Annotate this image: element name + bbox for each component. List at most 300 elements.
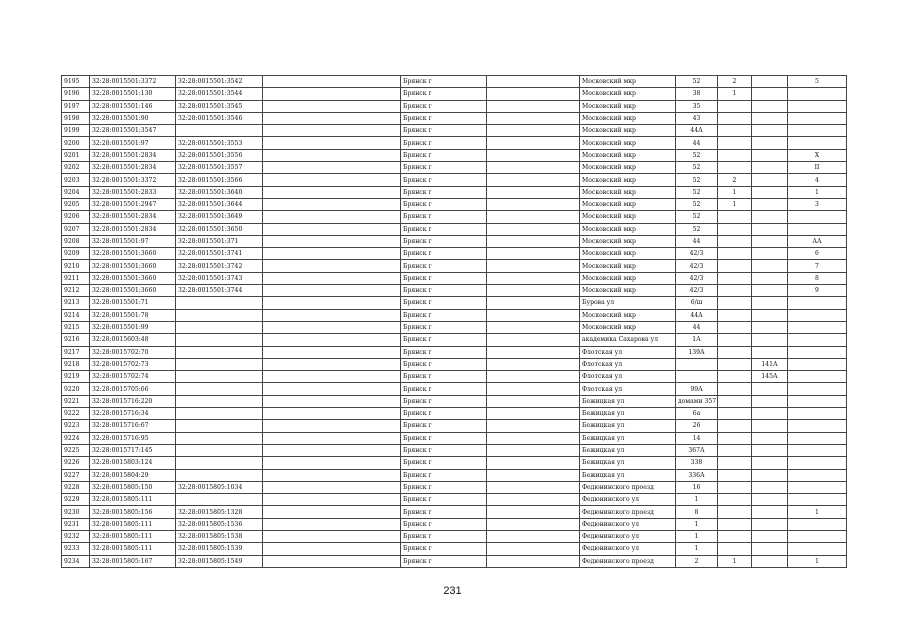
structure-number-cell bbox=[752, 297, 788, 309]
land-parcel-cadastral-number-cell: 32:28:0015805:111 bbox=[90, 518, 176, 530]
premises-number-cell bbox=[788, 395, 847, 407]
record-number-cell: 9200 bbox=[62, 137, 90, 149]
building-number-cell bbox=[718, 395, 752, 407]
table-row bbox=[62, 248, 847, 260]
street-cell: Московский мкр bbox=[580, 285, 676, 297]
building-cadastral-number-cell bbox=[176, 408, 263, 420]
city-cell: Брянск г bbox=[401, 408, 487, 420]
house-number-cell: 1 bbox=[676, 518, 718, 530]
land-parcel-cadastral-number-cell: 32:28:0015501:2947 bbox=[90, 198, 176, 210]
land-parcel-cadastral-number-cell: 32:28:0015805:156 bbox=[90, 506, 176, 518]
table-row bbox=[62, 174, 847, 186]
table-row bbox=[62, 309, 847, 321]
premises-number-cell: 6 bbox=[788, 248, 847, 260]
city-cell: Брянск г bbox=[401, 432, 487, 444]
table-row bbox=[62, 76, 847, 88]
house-number-cell: 1А bbox=[676, 334, 718, 346]
house-number-cell: 2 bbox=[676, 555, 718, 567]
structure-number-cell bbox=[752, 137, 788, 149]
building-cadastral-number-cell bbox=[176, 297, 263, 309]
premises-number-cell bbox=[788, 100, 847, 112]
premises-number-cell bbox=[788, 309, 847, 321]
city-cell: Брянск г bbox=[401, 162, 487, 174]
street-cell: Московский мкр bbox=[580, 186, 676, 198]
street-cell: Московский мкр bbox=[580, 309, 676, 321]
structure-number-cell bbox=[752, 235, 788, 247]
building-number-cell: 2 bbox=[718, 76, 752, 88]
land-parcel-cadastral-number-cell: 32:28:0015716:220 bbox=[90, 395, 176, 407]
table-row bbox=[62, 371, 847, 383]
building-cadastral-number-cell bbox=[176, 444, 263, 456]
empty-column-cell bbox=[263, 408, 401, 420]
city-cell: Брянск г bbox=[401, 321, 487, 333]
house-number-cell: 336А bbox=[676, 469, 718, 481]
city-cell: Брянск г bbox=[401, 469, 487, 481]
building-number-cell bbox=[718, 211, 752, 223]
premises-number-cell bbox=[788, 432, 847, 444]
empty-column-cell bbox=[487, 223, 580, 235]
street-cell: Московский мкр bbox=[580, 235, 676, 247]
table-row bbox=[62, 272, 847, 284]
premises-number-cell bbox=[788, 297, 847, 309]
building-number-cell: 1 bbox=[718, 555, 752, 567]
structure-number-cell bbox=[752, 395, 788, 407]
building-cadastral-number-cell bbox=[176, 358, 263, 370]
building-number-cell bbox=[718, 481, 752, 493]
record-number-cell: 9228 bbox=[62, 481, 90, 493]
empty-column-cell bbox=[263, 198, 401, 210]
house-number-cell: 35 bbox=[676, 100, 718, 112]
empty-column-cell bbox=[263, 186, 401, 198]
record-number-cell: 9208 bbox=[62, 235, 90, 247]
premises-number-cell bbox=[788, 334, 847, 346]
structure-number-cell bbox=[752, 543, 788, 555]
empty-column-cell bbox=[487, 174, 580, 186]
record-number-cell: 9223 bbox=[62, 420, 90, 432]
city-cell: Брянск г bbox=[401, 309, 487, 321]
record-number-cell: 9214 bbox=[62, 309, 90, 321]
building-cadastral-number-cell: 32:28:0015501:3566 bbox=[176, 174, 263, 186]
city-cell: Брянск г bbox=[401, 543, 487, 555]
empty-column-cell bbox=[263, 334, 401, 346]
table-row bbox=[62, 518, 847, 530]
record-number-cell: 9215 bbox=[62, 321, 90, 333]
record-number-cell: 9211 bbox=[62, 272, 90, 284]
street-cell: Московский мкр bbox=[580, 88, 676, 100]
structure-number-cell bbox=[752, 162, 788, 174]
record-number-cell: 9224 bbox=[62, 432, 90, 444]
empty-column-cell bbox=[263, 235, 401, 247]
house-number-cell: 1 bbox=[676, 494, 718, 506]
premises-number-cell bbox=[788, 469, 847, 481]
street-cell: Федюнинского проезд bbox=[580, 506, 676, 518]
empty-column-cell bbox=[263, 506, 401, 518]
structure-number-cell bbox=[752, 481, 788, 493]
building-cadastral-number-cell bbox=[176, 457, 263, 469]
empty-column-cell bbox=[263, 321, 401, 333]
empty-column-cell bbox=[263, 162, 401, 174]
table-row bbox=[62, 555, 847, 567]
empty-column-cell bbox=[263, 358, 401, 370]
empty-column-cell bbox=[487, 297, 580, 309]
street-cell: Федюнинского проезд bbox=[580, 555, 676, 567]
house-number-cell: 44А bbox=[676, 309, 718, 321]
land-parcel-cadastral-number-cell: 32:28:0015501:3372 bbox=[90, 76, 176, 88]
structure-number-cell bbox=[752, 432, 788, 444]
table-row bbox=[62, 198, 847, 210]
street-cell: Московский мкр bbox=[580, 211, 676, 223]
city-cell: Брянск г bbox=[401, 137, 487, 149]
street-cell: Бежицкая ул bbox=[580, 432, 676, 444]
table-row bbox=[62, 162, 847, 174]
building-number-cell bbox=[718, 272, 752, 284]
city-cell: Брянск г bbox=[401, 358, 487, 370]
land-parcel-cadastral-number-cell: 32:28:0015717:145 bbox=[90, 444, 176, 456]
structure-number-cell bbox=[752, 383, 788, 395]
empty-column-cell bbox=[487, 260, 580, 272]
empty-column-cell bbox=[487, 309, 580, 321]
empty-column-cell bbox=[263, 457, 401, 469]
street-cell: Московский мкр bbox=[580, 321, 676, 333]
street-cell: Федюнинского ул bbox=[580, 518, 676, 530]
structure-number-cell bbox=[752, 223, 788, 235]
structure-number-cell bbox=[752, 76, 788, 88]
city-cell: Брянск г bbox=[401, 444, 487, 456]
city-cell: Брянск г bbox=[401, 506, 487, 518]
land-parcel-cadastral-number-cell: 32:28:0015805:111 bbox=[90, 494, 176, 506]
table-row bbox=[62, 321, 847, 333]
land-parcel-cadastral-number-cell: 32:28:0015803:124 bbox=[90, 457, 176, 469]
premises-number-cell: 8 bbox=[788, 272, 847, 284]
table-row bbox=[62, 457, 847, 469]
record-number-cell: 9212 bbox=[62, 285, 90, 297]
house-number-cell: 52 bbox=[676, 149, 718, 161]
table-row bbox=[62, 408, 847, 420]
building-number-cell: 2 bbox=[718, 174, 752, 186]
building-number-cell bbox=[718, 162, 752, 174]
empty-column-cell bbox=[263, 530, 401, 542]
empty-column-cell bbox=[487, 235, 580, 247]
empty-column-cell bbox=[263, 420, 401, 432]
structure-number-cell bbox=[752, 321, 788, 333]
empty-column-cell bbox=[487, 149, 580, 161]
house-number-cell: 52 bbox=[676, 76, 718, 88]
empty-column-cell bbox=[487, 518, 580, 530]
premises-number-cell bbox=[788, 444, 847, 456]
city-cell: Брянск г bbox=[401, 174, 487, 186]
empty-column-cell bbox=[263, 543, 401, 555]
table-row bbox=[62, 125, 847, 137]
table-row bbox=[62, 100, 847, 112]
premises-number-cell bbox=[788, 125, 847, 137]
empty-column-cell bbox=[263, 112, 401, 124]
empty-column-cell bbox=[263, 481, 401, 493]
table-row bbox=[62, 285, 847, 297]
city-cell: Брянск г bbox=[401, 371, 487, 383]
structure-number-cell bbox=[752, 125, 788, 137]
land-parcel-cadastral-number-cell: 32:28:0015501:2833 bbox=[90, 186, 176, 198]
premises-number-cell bbox=[788, 371, 847, 383]
building-number-cell bbox=[718, 346, 752, 358]
house-number-cell: 38 bbox=[676, 88, 718, 100]
building-cadastral-number-cell: 32:28:0015501:3544 bbox=[176, 88, 263, 100]
city-cell: Брянск г bbox=[401, 272, 487, 284]
structure-number-cell bbox=[752, 272, 788, 284]
building-cadastral-number-cell bbox=[176, 371, 263, 383]
street-cell: Московский мкр bbox=[580, 149, 676, 161]
street-cell: Бежицкая ул bbox=[580, 408, 676, 420]
land-parcel-cadastral-number-cell: 32:28:0015501:99 bbox=[90, 321, 176, 333]
land-parcel-cadastral-number-cell: 32:28:0015501:3547 bbox=[90, 125, 176, 137]
table-row bbox=[62, 530, 847, 542]
city-cell: Брянск г bbox=[401, 334, 487, 346]
house-number-cell: 52 bbox=[676, 223, 718, 235]
record-number-cell: 9222 bbox=[62, 408, 90, 420]
city-cell: Брянск г bbox=[401, 198, 487, 210]
city-cell: Брянск г bbox=[401, 112, 487, 124]
table-row bbox=[62, 112, 847, 124]
land-parcel-cadastral-number-cell: 32:28:0015501:2834 bbox=[90, 211, 176, 223]
building-cadastral-number-cell bbox=[176, 346, 263, 358]
structure-number-cell: 145А bbox=[752, 371, 788, 383]
cadastral-records-table bbox=[61, 75, 847, 568]
street-cell: Московский мкр bbox=[580, 260, 676, 272]
house-number-cell bbox=[676, 358, 718, 370]
structure-number-cell bbox=[752, 506, 788, 518]
building-cadastral-number-cell bbox=[176, 334, 263, 346]
building-number-cell bbox=[718, 444, 752, 456]
city-cell: Брянск г bbox=[401, 346, 487, 358]
house-number-cell: 44 bbox=[676, 321, 718, 333]
empty-column-cell bbox=[487, 248, 580, 260]
record-number-cell: 9219 bbox=[62, 371, 90, 383]
premises-number-cell bbox=[788, 481, 847, 493]
street-cell: Бежицкая ул bbox=[580, 395, 676, 407]
land-parcel-cadastral-number-cell: 32:28:0015501:3660 bbox=[90, 272, 176, 284]
premises-number-cell bbox=[788, 223, 847, 235]
premises-number-cell bbox=[788, 530, 847, 542]
land-parcel-cadastral-number-cell: 32:28:0015716:34 bbox=[90, 408, 176, 420]
street-cell: Московский мкр bbox=[580, 248, 676, 260]
city-cell: Брянск г bbox=[401, 76, 487, 88]
empty-column-cell bbox=[263, 346, 401, 358]
structure-number-cell bbox=[752, 260, 788, 272]
empty-column-cell bbox=[263, 395, 401, 407]
structure-number-cell bbox=[752, 211, 788, 223]
premises-number-cell: 9 bbox=[788, 285, 847, 297]
house-number-cell: 367А bbox=[676, 444, 718, 456]
empty-column-cell bbox=[487, 125, 580, 137]
structure-number-cell bbox=[752, 112, 788, 124]
city-cell: Брянск г bbox=[401, 518, 487, 530]
building-cadastral-number-cell: 32:28:0015501:3640 bbox=[176, 186, 263, 198]
house-number-cell: 1 bbox=[676, 543, 718, 555]
street-cell: Московский мкр bbox=[580, 272, 676, 284]
land-parcel-cadastral-number-cell: 32:28:0015805:167 bbox=[90, 555, 176, 567]
record-number-cell: 9218 bbox=[62, 358, 90, 370]
table-row bbox=[62, 481, 847, 493]
premises-number-cell bbox=[788, 518, 847, 530]
table-row bbox=[62, 469, 847, 481]
table-row bbox=[62, 235, 847, 247]
land-parcel-cadastral-number-cell: 32:28:0015501:2834 bbox=[90, 223, 176, 235]
record-number-cell: 9229 bbox=[62, 494, 90, 506]
building-number-cell bbox=[718, 543, 752, 555]
empty-column-cell bbox=[487, 76, 580, 88]
empty-column-cell bbox=[487, 88, 580, 100]
structure-number-cell bbox=[752, 518, 788, 530]
building-number-cell bbox=[718, 309, 752, 321]
building-cadastral-number-cell bbox=[176, 383, 263, 395]
street-cell: Бежицкая ул bbox=[580, 469, 676, 481]
structure-number-cell bbox=[752, 469, 788, 481]
page-number: 231 bbox=[443, 585, 462, 597]
record-number-cell: 9205 bbox=[62, 198, 90, 210]
building-number-cell bbox=[718, 285, 752, 297]
city-cell: Брянск г bbox=[401, 420, 487, 432]
table-row bbox=[62, 149, 847, 161]
empty-column-cell bbox=[487, 334, 580, 346]
empty-column-cell bbox=[263, 174, 401, 186]
street-cell: Флотская ул bbox=[580, 383, 676, 395]
building-number-cell bbox=[718, 408, 752, 420]
building-number-cell bbox=[718, 248, 752, 260]
premises-number-cell bbox=[788, 321, 847, 333]
house-number-cell: 139А bbox=[676, 346, 718, 358]
record-number-cell: 9233 bbox=[62, 543, 90, 555]
structure-number-cell bbox=[752, 420, 788, 432]
empty-column-cell bbox=[263, 272, 401, 284]
empty-column-cell bbox=[263, 444, 401, 456]
street-cell: Федюнинского ул bbox=[580, 530, 676, 542]
empty-column-cell bbox=[263, 383, 401, 395]
empty-column-cell bbox=[487, 321, 580, 333]
land-parcel-cadastral-number-cell: 32:28:0015501:2834 bbox=[90, 162, 176, 174]
street-cell: Московский мкр bbox=[580, 112, 676, 124]
house-number-cell: 52 bbox=[676, 162, 718, 174]
land-parcel-cadastral-number-cell: 32:28:0015716:95 bbox=[90, 432, 176, 444]
premises-number-cell: АА bbox=[788, 235, 847, 247]
street-cell: Бурова ул bbox=[580, 297, 676, 309]
city-cell: Брянск г bbox=[401, 297, 487, 309]
city-cell: Брянск г bbox=[401, 149, 487, 161]
building-cadastral-number-cell: 32:28:0015805:1536 bbox=[176, 518, 263, 530]
building-cadastral-number-cell: 32:28:0015501:3743 bbox=[176, 272, 263, 284]
structure-number-cell bbox=[752, 186, 788, 198]
premises-number-cell bbox=[788, 112, 847, 124]
house-number-cell: 52 bbox=[676, 174, 718, 186]
empty-column-cell bbox=[487, 506, 580, 518]
street-cell: Флотская ул bbox=[580, 346, 676, 358]
empty-column-cell bbox=[263, 223, 401, 235]
empty-column-cell bbox=[487, 100, 580, 112]
city-cell: Брянск г bbox=[401, 100, 487, 112]
building-number-cell bbox=[718, 235, 752, 247]
city-cell: Брянск г bbox=[401, 223, 487, 235]
house-number-cell: 14 bbox=[676, 432, 718, 444]
street-cell: Московский мкр bbox=[580, 137, 676, 149]
record-number-cell: 9225 bbox=[62, 444, 90, 456]
building-number-cell bbox=[718, 371, 752, 383]
structure-number-cell bbox=[752, 100, 788, 112]
structure-number-cell bbox=[752, 408, 788, 420]
empty-column-cell bbox=[263, 285, 401, 297]
structure-number-cell bbox=[752, 149, 788, 161]
empty-column-cell bbox=[487, 395, 580, 407]
street-cell: Флотская ул bbox=[580, 358, 676, 370]
premises-number-cell bbox=[788, 408, 847, 420]
building-cadastral-number-cell: 32:28:0015805:1538 bbox=[176, 530, 263, 542]
building-cadastral-number-cell: 32:28:0015501:3553 bbox=[176, 137, 263, 149]
city-cell: Брянск г bbox=[401, 260, 487, 272]
structure-number-cell bbox=[752, 198, 788, 210]
premises-number-cell: 1 bbox=[788, 186, 847, 198]
table-row bbox=[62, 186, 847, 198]
table-row bbox=[62, 358, 847, 370]
street-cell: Московский мкр bbox=[580, 125, 676, 137]
record-number-cell: 9232 bbox=[62, 530, 90, 542]
building-number-cell bbox=[718, 530, 752, 542]
land-parcel-cadastral-number-cell: 32:28:0015804:29 bbox=[90, 469, 176, 481]
structure-number-cell bbox=[752, 174, 788, 186]
land-parcel-cadastral-number-cell: 32:28:0015702:74 bbox=[90, 371, 176, 383]
city-cell: Брянск г bbox=[401, 494, 487, 506]
building-cadastral-number-cell: 32:28:0015805:1328 bbox=[176, 506, 263, 518]
empty-column-cell bbox=[487, 285, 580, 297]
building-cadastral-number-cell bbox=[176, 432, 263, 444]
building-number-cell bbox=[718, 494, 752, 506]
premises-number-cell bbox=[788, 543, 847, 555]
building-cadastral-number-cell: 32:28:0015501:3545 bbox=[176, 100, 263, 112]
house-number-cell: 8 bbox=[676, 506, 718, 518]
building-cadastral-number-cell: 32:28:0015501:3742 bbox=[176, 260, 263, 272]
land-parcel-cadastral-number-cell: 32:28:0015805:111 bbox=[90, 530, 176, 542]
house-number-cell: 6а bbox=[676, 408, 718, 420]
empty-column-cell bbox=[263, 260, 401, 272]
empty-column-cell bbox=[263, 371, 401, 383]
building-number-cell bbox=[718, 100, 752, 112]
city-cell: Брянск г bbox=[401, 248, 487, 260]
building-number-cell bbox=[718, 457, 752, 469]
house-number-cell: 42/3 bbox=[676, 260, 718, 272]
empty-column-cell bbox=[487, 198, 580, 210]
empty-column-cell bbox=[263, 211, 401, 223]
house-number-cell: 52 bbox=[676, 211, 718, 223]
land-parcel-cadastral-number-cell: 32:28:0015805:150 bbox=[90, 481, 176, 493]
empty-column-cell bbox=[263, 469, 401, 481]
table-row bbox=[62, 211, 847, 223]
premises-number-cell: 3 bbox=[788, 198, 847, 210]
house-number-cell: 338 bbox=[676, 457, 718, 469]
table-row bbox=[62, 334, 847, 346]
city-cell: Брянск г bbox=[401, 383, 487, 395]
street-cell: Московский мкр bbox=[580, 223, 676, 235]
premises-number-cell bbox=[788, 88, 847, 100]
structure-number-cell bbox=[752, 88, 788, 100]
house-number-cell bbox=[676, 371, 718, 383]
land-parcel-cadastral-number-cell: 32:28:0015501:97 bbox=[90, 137, 176, 149]
premises-number-cell bbox=[788, 383, 847, 395]
land-parcel-cadastral-number-cell: 32:28:0015501:3660 bbox=[90, 285, 176, 297]
land-parcel-cadastral-number-cell: 32:28:0015501:130 bbox=[90, 88, 176, 100]
premises-number-cell: 7 bbox=[788, 260, 847, 272]
building-number-cell bbox=[718, 383, 752, 395]
record-number-cell: 9199 bbox=[62, 125, 90, 137]
building-number-cell bbox=[718, 321, 752, 333]
structure-number-cell bbox=[752, 494, 788, 506]
house-number-cell: 52 bbox=[676, 186, 718, 198]
empty-column-cell bbox=[263, 432, 401, 444]
